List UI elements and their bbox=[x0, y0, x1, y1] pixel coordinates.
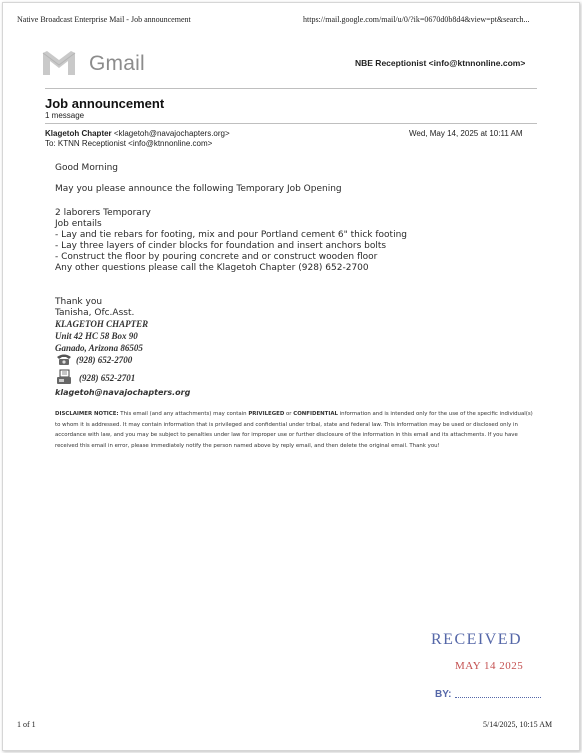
signature-address1: Unit 42 HC 58 Box 90 bbox=[55, 331, 138, 341]
body-line: Job entails bbox=[55, 219, 102, 229]
sender-email: <klagetoh@navajochapters.org> bbox=[113, 129, 230, 138]
thread-subject: Job announcement bbox=[45, 96, 165, 111]
signature-address2: Ganado, Arizona 86505 bbox=[55, 343, 143, 353]
disclaimer-text: or bbox=[284, 411, 294, 417]
message-date: Wed, May 14, 2025 at 10:11 AM bbox=[409, 129, 523, 138]
recipient-line: To: KTNN Receptionist <info@ktnnonline.com> bbox=[45, 139, 213, 148]
disclaimer-label: DISCLAIMER NOTICE: bbox=[55, 411, 119, 417]
received-stamp: RECEIVED bbox=[431, 631, 523, 648]
disclaimer-text: This email (and any attachments) may contain bbox=[118, 411, 249, 417]
received-stamp-line bbox=[455, 697, 541, 698]
body-line: 2 laborers Temporary bbox=[55, 208, 151, 218]
fax-icon bbox=[55, 369, 73, 385]
disclaimer-privileged: PRIVILEGED bbox=[248, 411, 285, 417]
print-header-title: Native Broadcast Enterprise Mail - Job announcement bbox=[17, 15, 191, 24]
print-header-url: https://mail.google.com/mail/u/0/?ik=0670d0b8d4&view=pt&search... bbox=[303, 15, 530, 24]
signature-name: Tanisha, Ofc.Asst. bbox=[55, 308, 135, 318]
disclaimer-confidential: CONFIDENTIAL bbox=[293, 411, 338, 417]
body-line: - Lay and tie rebars for footing, mix and pour Portland cement 6" thick footing bbox=[55, 230, 408, 240]
gmail-logo-text: Gmail bbox=[89, 52, 145, 75]
greeting: Good Morning bbox=[55, 163, 118, 173]
disclaimer-text: information and is intended only for the use of the specific individual(s) to whom it is addressed. It may contain information that is privileged and confidential under tribal, state and federal law. This information may be used or disclosed only in accordance with law, and you may be subject to penalties under law for improper use or further disclosure of the information in this email and its attachments. If you have received this email in error, please immediately notify the person named above by reply email, and then delete the original email. Thank you! bbox=[55, 411, 533, 449]
printed-page bbox=[2, 2, 580, 751]
account-label: NBE Receptionist <info@ktnnonline.com> bbox=[355, 58, 526, 68]
signature-org: KLAGETOH CHAPTER bbox=[55, 319, 149, 329]
signature-email: klagetoh@navajochapters.org bbox=[55, 388, 191, 397]
divider bbox=[45, 88, 537, 89]
received-stamp-by: BY: bbox=[435, 689, 452, 700]
received-stamp-date: MAY 14 2025 bbox=[455, 660, 524, 672]
print-timestamp: 5/14/2025, 10:15 AM bbox=[483, 720, 553, 729]
sender-line bbox=[45, 129, 230, 138]
body-line: - Lay three layers of cinder blocks for foundation and insert anchors bolts bbox=[55, 241, 387, 251]
sender-name: Klagetoh Chapter bbox=[45, 129, 112, 138]
page-number: 1 of 1 bbox=[17, 720, 36, 729]
signature-fax: (928) 652-2701 bbox=[79, 373, 136, 383]
body-line: Any other questions please call the Klagetoh Chapter (928) 652-2700 bbox=[55, 263, 369, 273]
gmail-logo-icon bbox=[41, 49, 77, 77]
message-count: 1 message bbox=[45, 111, 85, 120]
body-line: - Construct the floor by pouring concrete and or construct wooden floor bbox=[55, 252, 378, 262]
divider bbox=[45, 123, 537, 124]
disclaimer bbox=[55, 409, 535, 451]
telephone-icon bbox=[55, 352, 73, 366]
signature-thanks: Thank you bbox=[55, 297, 103, 307]
request-line: May you please announce the following Temporary Job Opening bbox=[55, 184, 342, 194]
signature-phone: (928) 652-2700 bbox=[76, 355, 133, 365]
